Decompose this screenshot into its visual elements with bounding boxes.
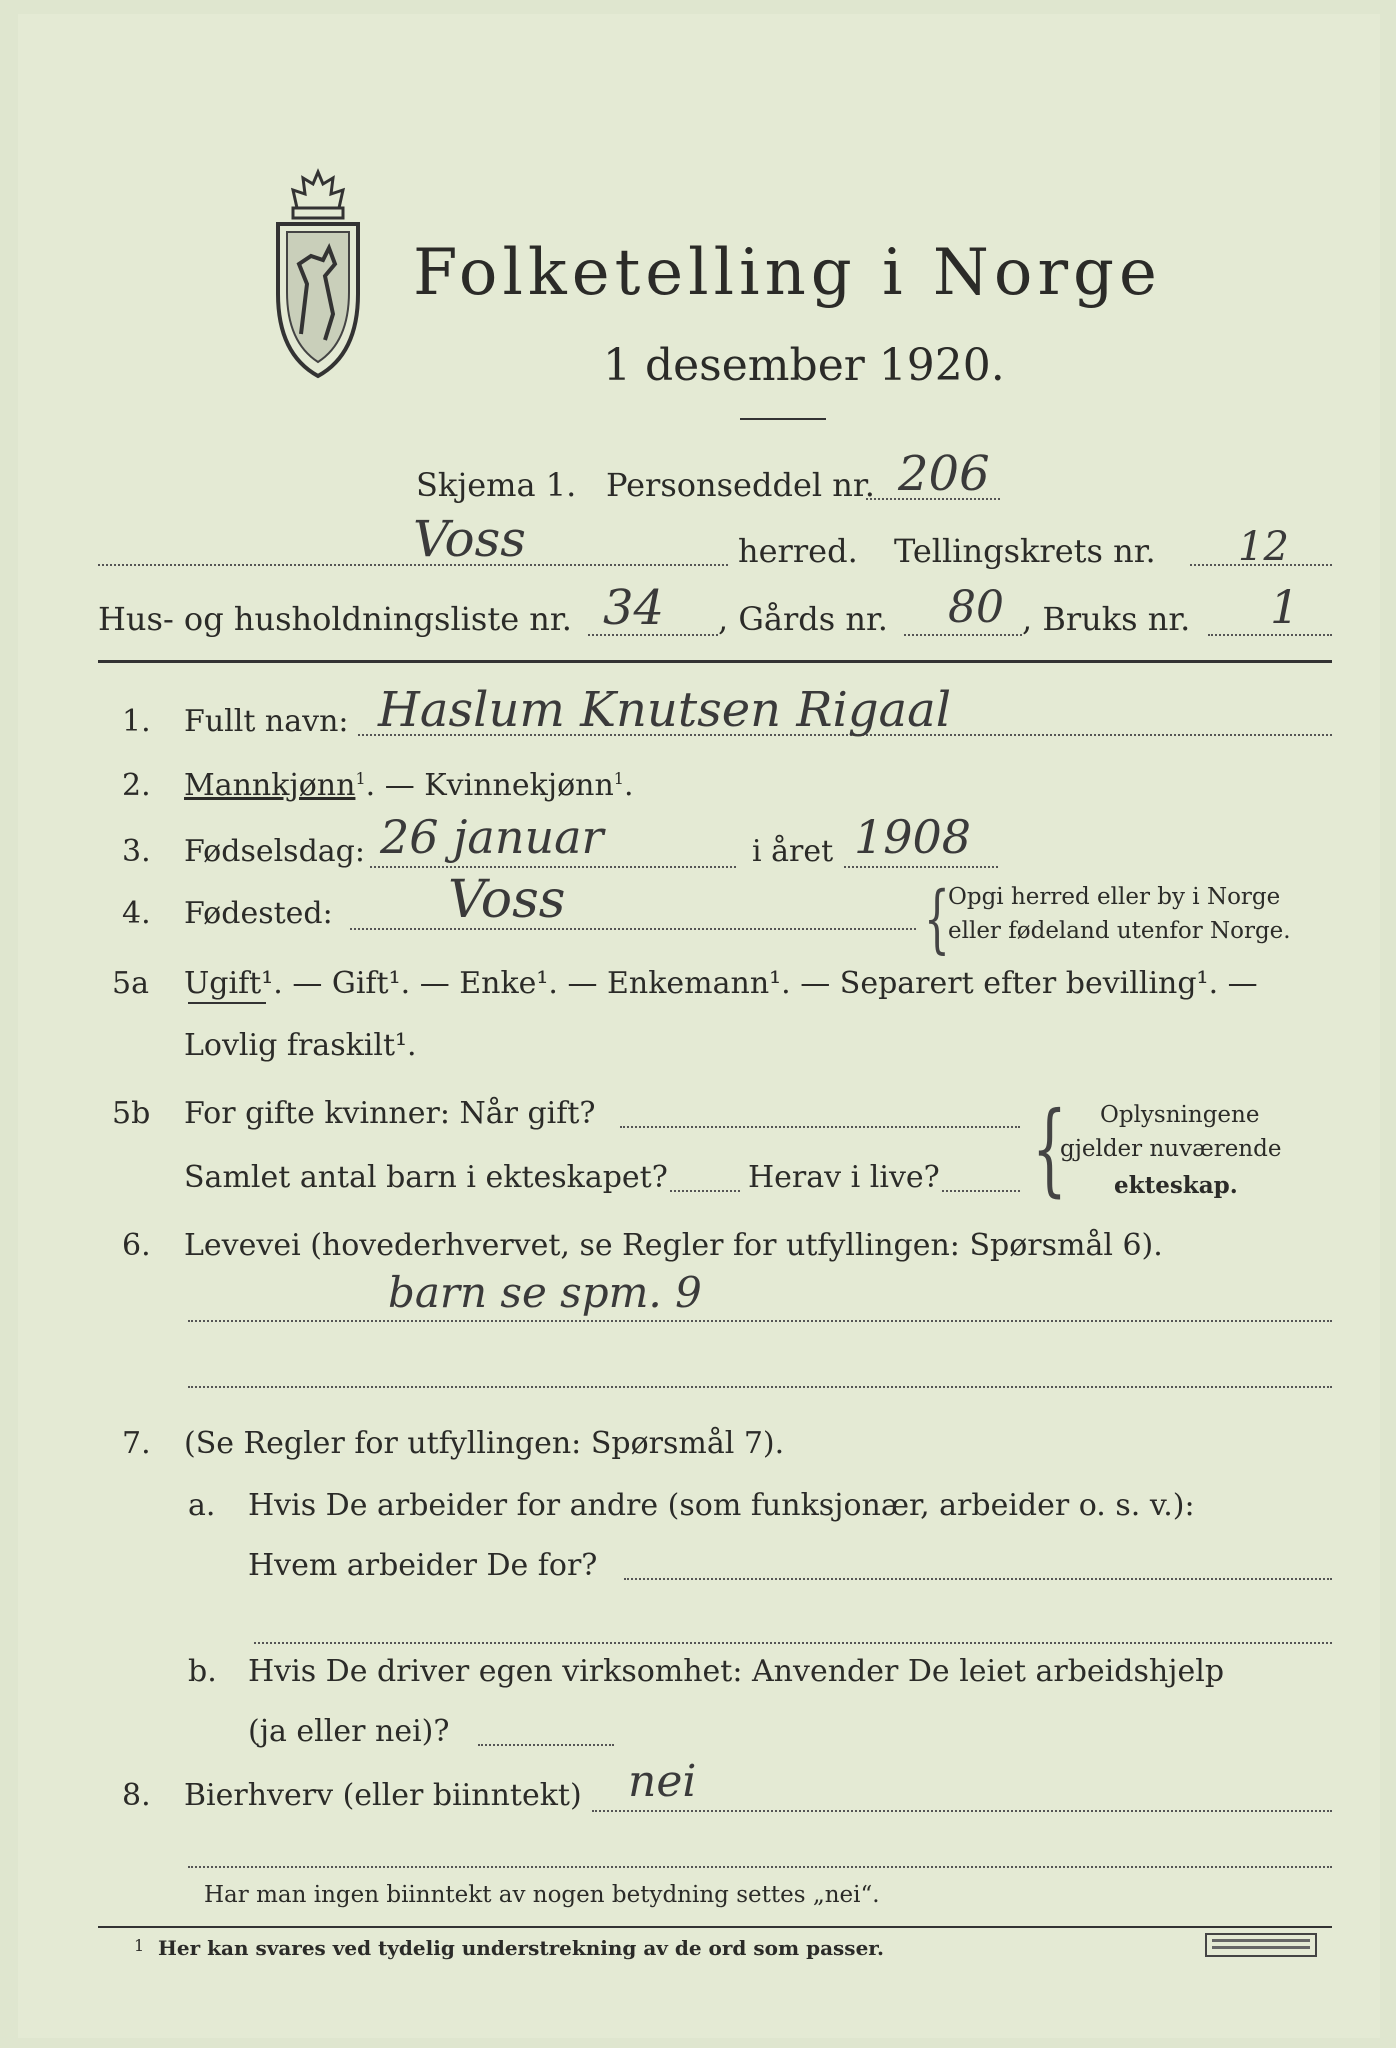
q8-note: Har man ingen biinntekt av nogen betydning settes „nei“. [204, 1882, 880, 1908]
gards-label: , Gårds nr. [718, 600, 888, 638]
q4-brace: { [924, 876, 950, 962]
q3-line [370, 866, 736, 868]
q5a-options[interactable]: Ugift¹. — Gift¹. — Enke¹. — Enkemann¹. — Separert efter bevilling¹. — [184, 966, 1258, 1001]
herred-label: herred. [738, 532, 858, 570]
q5a-number: 5a [112, 966, 149, 1001]
header-rule [98, 660, 1332, 663]
q7b-yesno-label: (ja eller nei)? [248, 1714, 450, 1749]
q2-options: Mannkjønn$^1$. — Kvinnekjønn$^1$. [184, 768, 634, 803]
q5a-underline [188, 1002, 266, 1004]
norwegian-coat-of-arms-icon [263, 164, 373, 384]
q7a-line-2 [254, 1642, 1332, 1644]
q1-label: Fullt navn: [184, 704, 349, 739]
q2-male-option[interactable]: Mannkjønn [184, 768, 356, 803]
hus-label: Hus- og husholdningsliste nr. [98, 600, 572, 638]
q7-label: (Se Regler for utfyllingen: Spørsmål 7). [184, 1426, 785, 1461]
footnote-text: Her kan svares ved tydelig understrekning av de ord som passer. [158, 1936, 884, 1960]
q3-label: Fødselsdag: [184, 834, 365, 869]
q2-separator: . — [365, 768, 425, 803]
tellingskrets-value[interactable]: 12 [1238, 524, 1289, 570]
q7b-number: b. [188, 1654, 217, 1689]
hus-value[interactable]: 34 [603, 580, 665, 636]
q3-year-line [844, 866, 998, 868]
census-form-sheet [18, 14, 1380, 2038]
q5b-note-line3: ekteskap. [1114, 1172, 1238, 1199]
q5b-married-line [620, 1126, 1020, 1128]
gards-line [904, 634, 1022, 636]
q4-value[interactable]: Voss [448, 870, 566, 930]
q8-label: Bierhverv (eller biinntekt) [184, 1778, 582, 1813]
bruks-line [1208, 634, 1332, 636]
q6-line-1 [188, 1320, 1332, 1322]
q5b-number: 5b [112, 1096, 151, 1131]
q4-note-line1: Opgi herred eller by i Norge [948, 884, 1281, 910]
q7b-label: Hvis De driver egen virksomhet: Anvender De leiet arbeidshjelp [248, 1654, 1225, 1689]
q5b-note-line2: gjelder nuværende [1060, 1136, 1282, 1162]
q5b-alive-label: Herav i live? [748, 1160, 940, 1195]
q3-year-value[interactable]: 1908 [854, 810, 972, 864]
schema-label: Skjema 1. [416, 466, 577, 504]
q7a-label: Hvis De arbeider for andre (som funksjonær, arbeider o. s. v.): [248, 1488, 1195, 1523]
herred-value[interactable]: Voss [413, 510, 526, 568]
q4-number: 4. [122, 896, 151, 931]
q5b-children-line [670, 1190, 740, 1192]
title-divider [740, 418, 826, 420]
q8-number: 8. [122, 1778, 151, 1813]
q5a-options-cont[interactable]: Lovlig fraskilt¹. [184, 1028, 417, 1063]
gards-value[interactable]: 80 [948, 582, 1004, 633]
q5b-note-line1: Oplysningene [1100, 1102, 1260, 1128]
q2-female-option[interactable]: Kvinnekjønn [424, 768, 614, 803]
q5b-alive-line [942, 1190, 1020, 1192]
q6-number: 6. [122, 1228, 151, 1263]
q6-line-2 [188, 1386, 1332, 1388]
q2-number: 2. [122, 768, 151, 803]
q7a-line-1 [624, 1578, 1332, 1580]
q1-value[interactable]: Haslum Knutsen Rigaal [378, 682, 952, 738]
printer-stamp-icon [1204, 1932, 1318, 1958]
q5b-brace: { [1032, 1090, 1067, 1207]
q4-line [350, 928, 916, 930]
q3-number: 3. [122, 834, 151, 869]
q8-value[interactable]: nei [628, 1756, 697, 1807]
q7b-line [478, 1744, 614, 1746]
footnote-mark: 1 [134, 1936, 145, 1955]
q1-number: 1. [122, 704, 151, 739]
tellingskrets-label: Tellingskrets nr. [894, 532, 1156, 570]
q7a-number: a. [188, 1488, 216, 1523]
q3-year-label: i året [752, 834, 834, 869]
form-title: Folketelling i Norge [413, 236, 1162, 310]
census-date: 1 desember 1920. [603, 340, 1005, 391]
q7-number: 7. [122, 1426, 151, 1461]
personseddel-label: Personseddel nr. [606, 466, 875, 504]
q8-line-1 [592, 1810, 1332, 1812]
q3-value[interactable]: 26 januar [380, 810, 604, 864]
q4-note-line2: eller fødeland utenfor Norge. [948, 918, 1291, 944]
personseddel-value[interactable]: 206 [898, 446, 990, 502]
q6-value[interactable]: barn se spm. 9 [388, 1268, 702, 1317]
q5b-label: For gifte kvinner: Når gift? [184, 1096, 596, 1131]
q4-label: Fødested: [184, 896, 333, 931]
bruks-label: , Bruks nr. [1022, 600, 1191, 638]
q6-label: Levevei (hovederhvervet, se Regler for utfyllingen: Spørsmål 6). [184, 1228, 1163, 1263]
q5b-children-label: Samlet antal barn i ekteskapet? [184, 1160, 668, 1195]
q8-line-2 [188, 1866, 1332, 1868]
q7a-who-label: Hvem arbeider De for? [248, 1548, 598, 1583]
bruks-value[interactable]: 1 [1270, 580, 1300, 634]
footnote-rule [98, 1926, 1332, 1928]
